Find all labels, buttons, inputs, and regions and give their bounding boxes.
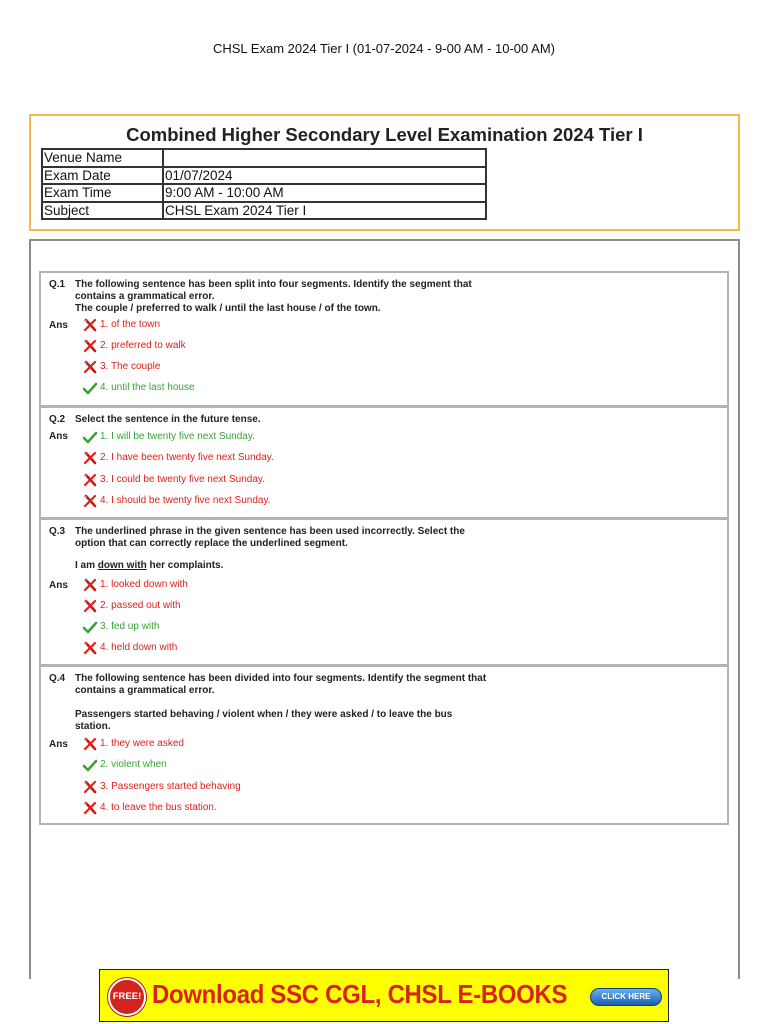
option-2 [82, 757, 167, 773]
option-text: 2. passed out with [100, 600, 181, 611]
click-here-button[interactable]: CLICK HERE [590, 988, 662, 1006]
option-text: 2. violent when [100, 759, 167, 770]
cross-icon [82, 317, 98, 333]
option-text: 4. I should be twenty five next Sunday. [100, 495, 271, 506]
ans-label: Ans [49, 580, 68, 591]
check-icon [82, 429, 98, 445]
free-badge: FREE! [108, 978, 146, 1016]
option-text: 4. to leave the bus station. [100, 802, 217, 813]
option-1 [82, 429, 255, 445]
check-icon [82, 619, 98, 635]
cross-icon [82, 779, 98, 795]
option-text: 2. preferred to walk [100, 340, 186, 351]
option-1 [82, 577, 188, 593]
question-number: Q.3 [49, 526, 66, 537]
cross-icon [82, 472, 98, 488]
question-line: contains a grammatical error. [75, 291, 215, 302]
option-text: 3. fed up with [100, 621, 160, 632]
option-1 [82, 736, 184, 752]
question-text [75, 526, 515, 572]
option-2 [82, 450, 274, 466]
option-text: 3. Passengers started behaving [100, 781, 241, 792]
cross-icon [82, 598, 98, 614]
check-icon [82, 380, 98, 396]
page-header-title: CHSL Exam 2024 Tier I (01-07-2024 - 9-00 AM - 10-00 AM) [212, 41, 555, 56]
question-number: Q.1 [49, 279, 66, 290]
cross-icon [82, 800, 98, 816]
cross-icon [82, 736, 98, 752]
info-row-venue [42, 149, 486, 167]
question-text [75, 414, 515, 426]
question-block-3 [39, 518, 729, 666]
option-2 [82, 338, 186, 354]
cross-icon [82, 577, 98, 593]
exam-heading: Combined Higher Secondary Level Examination 2024 Tier I [126, 124, 643, 145]
option-4 [82, 493, 270, 509]
ans-label: Ans [49, 320, 68, 331]
question-block-1 [39, 271, 729, 407]
option-3 [82, 472, 265, 488]
question-block-2 [39, 406, 729, 519]
question-line: station. [75, 721, 111, 732]
option-1 [82, 317, 160, 333]
info-label: Exam Time [42, 184, 163, 202]
cross-icon [82, 640, 98, 656]
option-3 [82, 359, 160, 375]
option-text: 3. The couple [100, 361, 161, 372]
info-row-time [42, 184, 486, 202]
question-text [75, 279, 515, 315]
cross-icon [82, 338, 98, 354]
question-line: contains a grammatical error. [75, 685, 215, 696]
question-line: The following sentence has been split into four segments. Identify the segment that [75, 279, 472, 290]
option-text: 4. until the last house [100, 382, 195, 393]
cross-icon [82, 450, 98, 466]
question-line: Passengers started behaving / violent when / they were asked / to leave the bus [75, 709, 453, 720]
question-number: Q.2 [49, 414, 66, 425]
download-ebooks-banner[interactable] [99, 969, 669, 1022]
info-row-subject [42, 202, 486, 220]
option-text: 2. I have been twenty five next Sunday. [100, 452, 274, 463]
question-sentence: I am down with her complaints. [75, 560, 224, 571]
option-3 [82, 779, 241, 795]
option-text: 3. I could be twenty five next Sunday. [100, 474, 265, 485]
option-4 [82, 800, 217, 816]
info-label: Subject [42, 202, 163, 220]
ans-label: Ans [49, 431, 68, 442]
exam-info-box [29, 114, 740, 231]
cross-icon [82, 359, 98, 375]
option-text: 1. they were asked [100, 738, 184, 749]
option-3 [82, 619, 159, 635]
ans-label: Ans [49, 739, 68, 750]
option-2 [82, 598, 181, 614]
question-line: The couple / preferred to walk / until the last house / of the town. [75, 303, 381, 314]
underlined-phrase: down with [97, 560, 147, 571]
question-text [75, 673, 515, 733]
info-row-date [42, 167, 486, 185]
option-4 [82, 640, 177, 656]
option-text: 4. held down with [100, 642, 178, 653]
exam-info-table [41, 148, 487, 220]
info-label: Exam Date [42, 167, 163, 185]
check-icon [82, 757, 98, 773]
question-block-4 [39, 665, 729, 825]
option-text: 1. of the town [100, 319, 161, 330]
info-value [163, 149, 486, 167]
option-4 [82, 380, 195, 396]
question-line: option that can correctly replace the underlined segment. [75, 538, 348, 549]
info-value: 01/07/2024 [163, 167, 486, 185]
option-text: 1. looked down with [100, 579, 188, 590]
question-line: The underlined phrase in the given sentence has been used incorrectly. Select the [75, 526, 465, 537]
info-value: 9:00 AM - 10:00 AM [163, 184, 486, 202]
question-line: The following sentence has been divided into four segments. Identify the segment that [75, 673, 487, 684]
cross-icon [82, 493, 98, 509]
option-text: 1. I will be twenty five next Sunday. [100, 431, 255, 442]
question-number: Q.4 [49, 673, 66, 684]
banner-text: Download SSC CGL, CHSL E-BOOKS [152, 979, 568, 1009]
info-value: CHSL Exam 2024 Tier I [163, 202, 486, 220]
question-line: Select the sentence in the future tense. [75, 414, 261, 425]
info-label: Venue Name [42, 149, 163, 167]
